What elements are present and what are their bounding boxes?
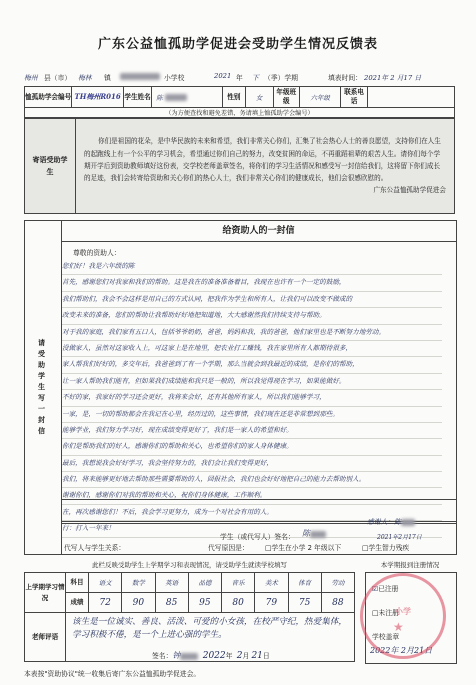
comment-label: 老师评语: [25, 613, 66, 662]
school-section-header: 此栏反映受助学生上学期学习和表现情况，请受助学生就读学校填写: [92, 561, 287, 569]
score-cell[interactable]: 80: [222, 593, 255, 613]
subject-cell: 品德: [188, 573, 221, 593]
message-text: 你们是祖国的花朵，是中华民族的未来和希望，我们非常关心你们，汇集了社会热心人士的善良愿望，支持你们在人生的起跑线上有一个公平的学习机会，希望通过你们自己的努力，改变贫困的命运，不再重蹈祖辈的艰苦人生。请你们每个学期开学后到资助教师填好这份表，交学校老师盖章签名，将你们的学习生活情况和感受写一封信给我们，这将留下你们成长的足迹，我们会转寄给资助和关心你们的热心人士，我们非常关心你们的健康成长，他们会很感欣慰的。: [84, 137, 441, 183]
letter-header: 给资助人的一封信: [61, 221, 456, 242]
county-label: 县（市）: [44, 74, 72, 82]
letter-line: 最后，我想说我会好好学习，我会坚持努力的，我们会让我们变得更好，: [62, 456, 442, 472]
student-info-table: [24, 86, 455, 118]
letter-line: 能够学业，我们努力学习好，现在成绩变得更好了，我们是一家人的希望和好。: [62, 423, 442, 439]
letter-line: 没做家人，虽然对这家收入上，可这家上是在地里，把农业打工赚钱，我在家里所有人都期待很多，: [62, 341, 442, 357]
student-name-value: 陈: [156, 93, 163, 102]
score-cell[interactable]: 85: [155, 593, 188, 613]
letter-line: 我们，将来能够更好地去帮助那些需要帮助的人，回报社会，我们也会好好地把自己的能力去帮助别人。: [62, 472, 442, 488]
letter-line: 行：打入一年来！: [62, 521, 442, 537]
subject-cell: 英语: [155, 573, 188, 593]
letter-thanks: 感谢人：陈: [367, 516, 415, 526]
footer-note: 本表按"资助协议"统一收集后寄广东公益恤孤助学促进会。: [24, 670, 201, 678]
number-value[interactable]: TH梅州R016: [72, 87, 124, 108]
letter-line: 你们是帮助我们的好人，感谢你们的帮助和关心，也希望你们的家人身体健康。: [62, 439, 442, 455]
grade-label: 年级班级: [273, 87, 299, 108]
message-sign: 广东公益恤孤助学促进会: [373, 186, 446, 195]
gender-value[interactable]: 女: [245, 87, 273, 108]
number-label: 恤孤助学会编号: [25, 87, 72, 108]
teacher-sign-row: 签名：钟 2022年 2月 21日: [152, 651, 270, 661]
subject-cell: 音乐: [222, 573, 255, 593]
letter-line: 对于我的家庭，我们家有五口人，包括爷爷奶奶，爸爸，妈妈和我，我的爸爸，他们家里也是不断努力地劳动。: [62, 325, 442, 341]
letter-line: 在，再次感谢您们！不后，我会学习更努力，成为一个对社会有用的人。: [62, 505, 442, 521]
letter-line: 您们好！我是六年级的陈: [62, 259, 442, 275]
fill-date-value: 2021年 2 月17 日: [364, 74, 422, 82]
proxy-option-disability[interactable]: □学生智力残疾: [362, 544, 410, 552]
letter-line: 不好的家，我家好的学习还会更好，我将来会好，还有其他所有家人，所以我们能够学习，: [62, 390, 442, 406]
school-stamp-label: 学校盖章: [372, 633, 400, 641]
number-note: （为方便查找和避免差错，务请填上恤孤助学会编号）: [25, 108, 455, 118]
score-cell[interactable]: 79: [255, 593, 288, 613]
registration-date: 2022年 2月21日: [370, 646, 433, 655]
student-sign-date: 2021年2月17日: [377, 534, 422, 541]
fill-date-label: 填表时间：: [328, 74, 362, 82]
teacher-comment-table: [24, 612, 355, 662]
form-title: 广东公益恤孤助学促进会受助学生情况反馈表: [97, 37, 378, 52]
comment-text: 该生是一位诚实、善良、活泼、可爱的小女孩，在校严守纪，热爱集体，学习积极不倦，是一个上进心强的学生。: [72, 617, 348, 640]
student-name-cell[interactable]: [152, 87, 223, 108]
letter-line: 让一家人帮助我们能有，但如果我们成绩能和我只是一般的，所以我觉得现在学习，如果能做好。: [62, 374, 442, 390]
school-label: 小学校: [164, 74, 185, 82]
score-cell[interactable]: 72: [89, 593, 122, 613]
subject-cell: 劳动: [321, 573, 354, 593]
score-cell[interactable]: 88: [321, 593, 354, 613]
subject-cell: 语文: [89, 573, 122, 593]
proxy-relation-label: 代写人与学生关系：: [64, 544, 126, 552]
phone-value[interactable]: [367, 87, 454, 108]
score-label: 成绩: [66, 593, 89, 613]
letter-side-label: 请受助学生写一封信: [38, 339, 45, 435]
grades-table: [24, 572, 355, 613]
letter-body: [62, 259, 442, 538]
town-label: 镇: [104, 74, 111, 82]
message-label: 寄语受助学生: [25, 119, 76, 214]
grade-value[interactable]: 六年级: [299, 87, 341, 108]
subject-cell: 美术: [255, 573, 288, 593]
letter-line: 一家，是，一切的帮助都会在我记在心里，经历过的，这些事情，我们现在还是非常想到那些。: [62, 407, 442, 423]
student-sign-value[interactable]: 陈: [302, 528, 326, 539]
subject-cell: 体育: [288, 573, 321, 593]
proxy-option-young[interactable]: □学生在小学 2 年级以下: [265, 544, 342, 552]
registration-header: 本学期报到注册情况: [380, 561, 440, 569]
term-label: （季）学期: [264, 74, 298, 82]
score-cell[interactable]: 90: [122, 593, 155, 613]
unregistered-option[interactable]: □未注册: [372, 609, 399, 617]
year-value: 2021: [214, 72, 232, 80]
school-seal-stamp: 小学 ★: [360, 573, 446, 659]
proxy-reason-label: 代写原因是：: [208, 544, 249, 552]
letter-line: 我们帮助们，我会不会这样是用自己的方式认同，把我作为学生和所有人，让我们可以改变不做成的: [62, 292, 442, 308]
letter-line: 改变未来的准备，您们的帮助让我帮助好好地把知道地，大大感谢然我们持续支持与帮助。: [62, 308, 442, 324]
county-value: 梅州: [24, 74, 38, 82]
school-info-line: [24, 72, 454, 86]
score-cell[interactable]: 75: [288, 593, 321, 613]
registered-option[interactable]: ☑已注册: [372, 585, 399, 593]
letter-line: 首先，感谢您们对我家和我们的帮助。这是我在的准备准备着目，我现在也许有一个一定的鼓励，: [62, 275, 442, 291]
student-name-label: 学生姓名: [124, 87, 152, 108]
letter-greeting: 尊敬的资助人：: [73, 249, 121, 257]
subject-cell: 数学: [122, 573, 155, 593]
gender-label: 性别: [223, 87, 245, 108]
student-name-redacted: [165, 94, 187, 101]
study-label: 上学期学习情况: [25, 573, 66, 613]
message-cell: [76, 119, 455, 214]
town-value: 梅林: [78, 74, 92, 82]
letter-line: 谢谢你们，感谢你们对我的帮助和关心，祝你们身体健康，工作顺利。: [62, 488, 442, 504]
student-sign-label: 学生（或代写人）签名：: [220, 533, 295, 541]
year-label: 年: [236, 74, 243, 82]
comment-cell[interactable]: [66, 613, 355, 662]
score-cell[interactable]: 95: [188, 593, 221, 613]
message-table: [24, 118, 455, 214]
letter-line: 家人帮我们好好的，多交年后，我爸爸到了有一个学期，那么当就会到我最近的成绩，是你们的帮助，: [62, 357, 442, 373]
term-value: 下: [252, 74, 259, 82]
phone-label: 联系电话: [341, 87, 367, 108]
subject-label: 科目: [66, 573, 89, 593]
